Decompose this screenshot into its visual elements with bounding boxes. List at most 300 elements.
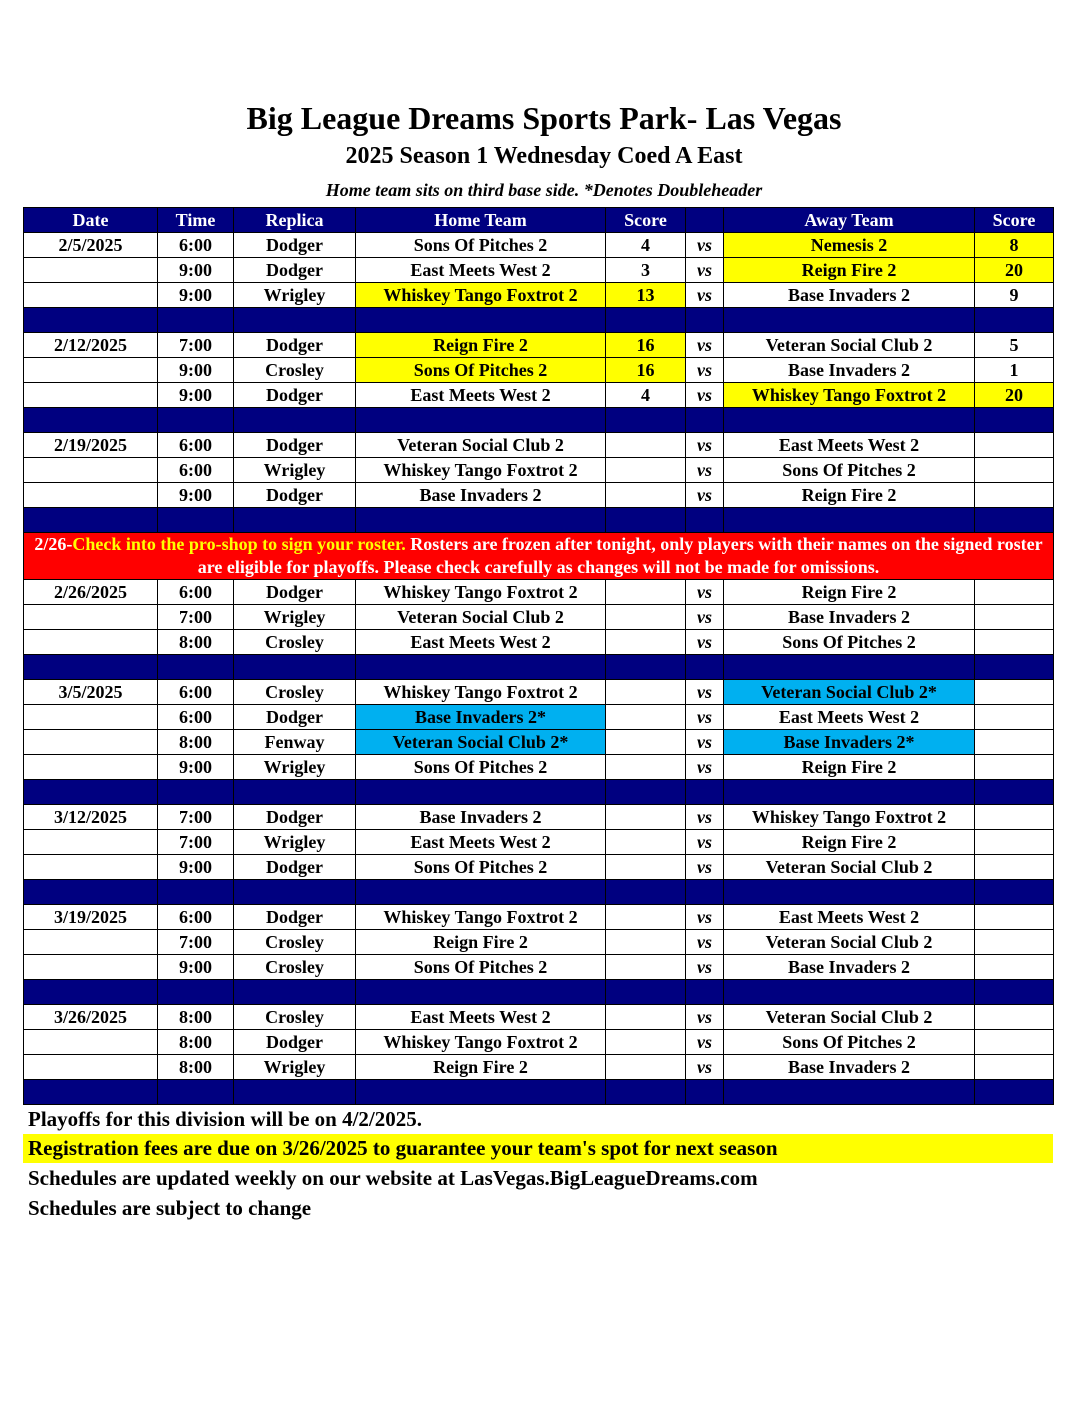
game-time: 9:00 bbox=[158, 955, 234, 980]
separator-cell bbox=[724, 980, 975, 1005]
home-score bbox=[606, 830, 686, 855]
game-time: 9:00 bbox=[158, 483, 234, 508]
home-team: Sons Of Pitches 2 bbox=[356, 855, 606, 880]
away-team: Reign Fire 2 bbox=[724, 258, 975, 283]
week-separator bbox=[24, 308, 1054, 333]
separator-cell bbox=[686, 1080, 724, 1105]
separator-cell bbox=[158, 655, 234, 680]
vs-label: vs bbox=[686, 730, 724, 755]
home-score bbox=[606, 705, 686, 730]
home-team: East Meets West 2 bbox=[356, 630, 606, 655]
home-score: 4 bbox=[606, 233, 686, 258]
home-score bbox=[606, 458, 686, 483]
separator-cell bbox=[234, 780, 356, 805]
table-row bbox=[24, 755, 1054, 780]
playoffs-note: Playoffs for this division will be on 4/2/2025. bbox=[28, 1107, 422, 1131]
away-team: Veteran Social Club 2* bbox=[724, 680, 975, 705]
game-date-empty bbox=[24, 258, 158, 283]
table-row bbox=[24, 1005, 1054, 1030]
separator-cell bbox=[686, 780, 724, 805]
home-team: Whiskey Tango Foxtrot 2 bbox=[356, 458, 606, 483]
game-date-empty bbox=[24, 605, 158, 630]
away-team: East Meets West 2 bbox=[724, 705, 975, 730]
website-note: Schedules are updated weekly on our website at LasVegas.BigLeagueDreams.com bbox=[28, 1166, 758, 1190]
away-score bbox=[975, 930, 1054, 955]
week-separator bbox=[24, 1080, 1054, 1105]
separator-cell bbox=[724, 780, 975, 805]
separator-cell bbox=[724, 508, 975, 533]
home-team: Sons Of Pitches 2 bbox=[356, 755, 606, 780]
home-team: Sons Of Pitches 2 bbox=[356, 955, 606, 980]
game-time: 9:00 bbox=[158, 358, 234, 383]
separator-cell bbox=[686, 308, 724, 333]
separator-cell bbox=[686, 655, 724, 680]
game-date: 2/26/2025 bbox=[24, 580, 158, 605]
game-field: Crosley bbox=[234, 1005, 356, 1030]
game-date: 3/26/2025 bbox=[24, 1005, 158, 1030]
home-score: 4 bbox=[606, 383, 686, 408]
separator-cell bbox=[158, 980, 234, 1005]
away-score bbox=[975, 483, 1054, 508]
game-date-empty bbox=[24, 830, 158, 855]
separator-cell bbox=[606, 408, 686, 433]
separator-cell bbox=[234, 655, 356, 680]
game-time: 9:00 bbox=[158, 383, 234, 408]
page-subtitle: 2025 Season 1 Wednesday Coed A East bbox=[345, 143, 743, 169]
game-field: Crosley bbox=[234, 680, 356, 705]
away-team: Base Invaders 2 bbox=[724, 605, 975, 630]
separator-cell bbox=[24, 780, 158, 805]
game-time: 6:00 bbox=[158, 433, 234, 458]
separator-cell bbox=[356, 308, 606, 333]
separator-cell bbox=[158, 508, 234, 533]
away-score: 20 bbox=[975, 258, 1054, 283]
home-score bbox=[606, 855, 686, 880]
away-score bbox=[975, 1055, 1054, 1080]
roster-notice-section bbox=[24, 533, 1054, 580]
home-score bbox=[606, 755, 686, 780]
separator-cell bbox=[686, 880, 724, 905]
table-row bbox=[24, 805, 1054, 830]
away-score: 8 bbox=[975, 233, 1054, 258]
home-score bbox=[606, 1055, 686, 1080]
away-team: Sons Of Pitches 2 bbox=[724, 458, 975, 483]
vs-label: vs bbox=[686, 383, 724, 408]
vs-label: vs bbox=[686, 630, 724, 655]
away-score bbox=[975, 955, 1054, 980]
away-team: Veteran Social Club 2 bbox=[724, 333, 975, 358]
separator-cell bbox=[975, 655, 1054, 680]
schedule-body-part-1 bbox=[24, 233, 1054, 533]
separator-cell bbox=[234, 308, 356, 333]
game-time: 9:00 bbox=[158, 755, 234, 780]
separator-cell bbox=[975, 980, 1054, 1005]
week-separator bbox=[24, 655, 1054, 680]
vs-label: vs bbox=[686, 955, 724, 980]
game-date-empty bbox=[24, 930, 158, 955]
away-team: Reign Fire 2 bbox=[724, 483, 975, 508]
separator-cell bbox=[724, 408, 975, 433]
away-score bbox=[975, 630, 1054, 655]
game-date-empty bbox=[24, 283, 158, 308]
home-team: Veteran Social Club 2* bbox=[356, 730, 606, 755]
table-row bbox=[24, 580, 1054, 605]
separator-cell bbox=[24, 308, 158, 333]
separator-cell bbox=[234, 508, 356, 533]
separator-cell bbox=[356, 780, 606, 805]
notice-prefix: 2/26- bbox=[34, 534, 73, 554]
game-date-empty bbox=[24, 630, 158, 655]
away-score bbox=[975, 1005, 1054, 1030]
separator-cell bbox=[606, 880, 686, 905]
col-header-home-score: Score bbox=[606, 208, 686, 233]
home-score bbox=[606, 433, 686, 458]
table-row bbox=[24, 830, 1054, 855]
game-time: 6:00 bbox=[158, 580, 234, 605]
col-header-away-score: Score bbox=[975, 208, 1054, 233]
game-field: Dodger bbox=[234, 705, 356, 730]
separator-cell bbox=[606, 980, 686, 1005]
separator-cell bbox=[606, 1080, 686, 1105]
separator-cell bbox=[158, 408, 234, 433]
home-score bbox=[606, 483, 686, 508]
away-team: Nemesis 2 bbox=[724, 233, 975, 258]
game-field: Dodger bbox=[234, 383, 356, 408]
home-score bbox=[606, 680, 686, 705]
home-team: Whiskey Tango Foxtrot 2 bbox=[356, 680, 606, 705]
game-time: 9:00 bbox=[158, 258, 234, 283]
home-team: East Meets West 2 bbox=[356, 383, 606, 408]
separator-cell bbox=[724, 308, 975, 333]
game-time: 7:00 bbox=[158, 333, 234, 358]
game-field: Wrigley bbox=[234, 755, 356, 780]
separator-cell bbox=[356, 880, 606, 905]
away-score: 1 bbox=[975, 358, 1054, 383]
table-row bbox=[24, 1030, 1054, 1055]
vs-label: vs bbox=[686, 333, 724, 358]
away-team: Base Invaders 2 bbox=[724, 955, 975, 980]
game-field: Crosley bbox=[234, 955, 356, 980]
separator-cell bbox=[975, 508, 1054, 533]
home-team: Reign Fire 2 bbox=[356, 930, 606, 955]
vs-label: vs bbox=[686, 930, 724, 955]
home-team: Whiskey Tango Foxtrot 2 bbox=[356, 905, 606, 930]
game-field: Fenway bbox=[234, 730, 356, 755]
separator-cell bbox=[24, 508, 158, 533]
notice-rest: Rosters are frozen after tonight, only players with their names on the signed roster are eligible for playoffs. Please check carefully as changes will not be made for omissions. bbox=[197, 534, 1043, 577]
home-score bbox=[606, 905, 686, 930]
separator-cell bbox=[606, 508, 686, 533]
home-score bbox=[606, 580, 686, 605]
away-team: Base Invaders 2* bbox=[724, 730, 975, 755]
game-date-empty bbox=[24, 1055, 158, 1080]
table-row bbox=[24, 730, 1054, 755]
separator-cell bbox=[724, 655, 975, 680]
home-score bbox=[606, 630, 686, 655]
game-field: Dodger bbox=[234, 483, 356, 508]
game-field: Dodger bbox=[234, 233, 356, 258]
game-date: 3/5/2025 bbox=[24, 680, 158, 705]
away-team: Sons Of Pitches 2 bbox=[724, 1030, 975, 1055]
away-score bbox=[975, 580, 1054, 605]
vs-label: vs bbox=[686, 1055, 724, 1080]
home-team: Veteran Social Club 2 bbox=[356, 605, 606, 630]
separator-cell bbox=[234, 408, 356, 433]
vs-label: vs bbox=[686, 1005, 724, 1030]
game-time: 8:00 bbox=[158, 730, 234, 755]
away-team: Veteran Social Club 2 bbox=[724, 855, 975, 880]
notice-highlight: Check into the pro-shop to sign your roster. bbox=[72, 534, 406, 554]
away-score: 5 bbox=[975, 333, 1054, 358]
home-score bbox=[606, 930, 686, 955]
away-score bbox=[975, 433, 1054, 458]
home-team: Whiskey Tango Foxtrot 2 bbox=[356, 580, 606, 605]
away-team: Whiskey Tango Foxtrot 2 bbox=[724, 805, 975, 830]
vs-label: vs bbox=[686, 283, 724, 308]
game-date-empty bbox=[24, 483, 158, 508]
separator-cell bbox=[686, 408, 724, 433]
table-row bbox=[24, 233, 1054, 258]
home-score bbox=[606, 605, 686, 630]
separator-cell bbox=[975, 880, 1054, 905]
table-row bbox=[24, 1055, 1054, 1080]
home-score: 3 bbox=[606, 258, 686, 283]
away-score bbox=[975, 730, 1054, 755]
away-team: Veteran Social Club 2 bbox=[724, 930, 975, 955]
home-team: Reign Fire 2 bbox=[356, 333, 606, 358]
roster-notice bbox=[24, 533, 1054, 580]
game-time: 8:00 bbox=[158, 630, 234, 655]
game-time: 8:00 bbox=[158, 1055, 234, 1080]
vs-label: vs bbox=[686, 830, 724, 855]
home-score: 16 bbox=[606, 358, 686, 383]
game-field: Dodger bbox=[234, 855, 356, 880]
game-time: 6:00 bbox=[158, 458, 234, 483]
separator-cell bbox=[24, 980, 158, 1005]
game-field: Wrigley bbox=[234, 830, 356, 855]
vs-label: vs bbox=[686, 358, 724, 383]
home-team: Base Invaders 2 bbox=[356, 805, 606, 830]
separator-cell bbox=[234, 880, 356, 905]
vs-label: vs bbox=[686, 855, 724, 880]
separator-cell bbox=[158, 780, 234, 805]
separator-cell bbox=[158, 1080, 234, 1105]
home-team: Whiskey Tango Foxtrot 2 bbox=[356, 283, 606, 308]
away-team: Reign Fire 2 bbox=[724, 830, 975, 855]
col-header-home-team: Home Team bbox=[356, 208, 606, 233]
table-row bbox=[24, 283, 1054, 308]
vs-label: vs bbox=[686, 1030, 724, 1055]
away-team: Base Invaders 2 bbox=[724, 358, 975, 383]
col-header-away-team: Away Team bbox=[724, 208, 975, 233]
home-team: Reign Fire 2 bbox=[356, 1055, 606, 1080]
schedule-table bbox=[23, 207, 1054, 1105]
home-team: Base Invaders 2 bbox=[356, 483, 606, 508]
table-row bbox=[24, 483, 1054, 508]
game-field: Crosley bbox=[234, 930, 356, 955]
game-field: Crosley bbox=[234, 358, 356, 383]
game-time: 6:00 bbox=[158, 680, 234, 705]
away-team: East Meets West 2 bbox=[724, 905, 975, 930]
game-field: Dodger bbox=[234, 433, 356, 458]
away-score bbox=[975, 805, 1054, 830]
away-team: Base Invaders 2 bbox=[724, 283, 975, 308]
table-row bbox=[24, 383, 1054, 408]
vs-label: vs bbox=[686, 805, 724, 830]
game-date-empty bbox=[24, 458, 158, 483]
game-field: Wrigley bbox=[234, 1055, 356, 1080]
vs-label: vs bbox=[686, 233, 724, 258]
table-header-row bbox=[24, 208, 1054, 233]
game-date-empty bbox=[24, 955, 158, 980]
game-time: 7:00 bbox=[158, 605, 234, 630]
home-team: East Meets West 2 bbox=[356, 830, 606, 855]
page-title: Big League Dreams Sports Park- Las Vegas bbox=[246, 100, 842, 136]
away-score bbox=[975, 1030, 1054, 1055]
game-time: 6:00 bbox=[158, 905, 234, 930]
home-team: Whiskey Tango Foxtrot 2 bbox=[356, 1030, 606, 1055]
game-field: Wrigley bbox=[234, 458, 356, 483]
table-row bbox=[24, 433, 1054, 458]
game-field: Dodger bbox=[234, 580, 356, 605]
col-header-replica: Replica bbox=[234, 208, 356, 233]
separator-cell bbox=[24, 880, 158, 905]
week-separator bbox=[24, 880, 1054, 905]
col-header-date: Date bbox=[24, 208, 158, 233]
separator-cell bbox=[606, 308, 686, 333]
separator-cell bbox=[24, 408, 158, 433]
away-score bbox=[975, 605, 1054, 630]
home-score: 16 bbox=[606, 333, 686, 358]
vs-label: vs bbox=[686, 580, 724, 605]
table-row bbox=[24, 605, 1054, 630]
separator-cell bbox=[606, 655, 686, 680]
game-date-empty bbox=[24, 1030, 158, 1055]
home-team: East Meets West 2 bbox=[356, 258, 606, 283]
registration-note: Registration fees are due on 3/26/2025 to guarantee your team's spot for next season bbox=[23, 1134, 1053, 1163]
home-score bbox=[606, 805, 686, 830]
game-field: Wrigley bbox=[234, 605, 356, 630]
separator-cell bbox=[606, 780, 686, 805]
away-team: Base Invaders 2 bbox=[724, 1055, 975, 1080]
table-row bbox=[24, 630, 1054, 655]
separator-cell bbox=[975, 780, 1054, 805]
vs-label: vs bbox=[686, 905, 724, 930]
game-date-empty bbox=[24, 383, 158, 408]
separator-cell bbox=[356, 508, 606, 533]
separator-cell bbox=[356, 980, 606, 1005]
separator-cell bbox=[686, 508, 724, 533]
home-team: Veteran Social Club 2 bbox=[356, 433, 606, 458]
week-separator bbox=[24, 508, 1054, 533]
away-score: 20 bbox=[975, 383, 1054, 408]
separator-cell bbox=[975, 308, 1054, 333]
game-field: Dodger bbox=[234, 905, 356, 930]
home-score bbox=[606, 1005, 686, 1030]
home-score bbox=[606, 730, 686, 755]
game-field: Dodger bbox=[234, 258, 356, 283]
game-date: 3/19/2025 bbox=[24, 905, 158, 930]
vs-label: vs bbox=[686, 755, 724, 780]
home-score bbox=[606, 1030, 686, 1055]
game-date: 2/19/2025 bbox=[24, 433, 158, 458]
week-separator bbox=[24, 980, 1054, 1005]
away-score: 9 bbox=[975, 283, 1054, 308]
game-time: 7:00 bbox=[158, 805, 234, 830]
game-time: 8:00 bbox=[158, 1005, 234, 1030]
vs-label: vs bbox=[686, 258, 724, 283]
separator-cell bbox=[158, 308, 234, 333]
col-header-time: Time bbox=[158, 208, 234, 233]
vs-label: vs bbox=[686, 605, 724, 630]
home-team: Sons Of Pitches 2 bbox=[356, 233, 606, 258]
table-row bbox=[24, 333, 1054, 358]
table-row bbox=[24, 358, 1054, 383]
separator-cell bbox=[24, 1080, 158, 1105]
table-row bbox=[24, 258, 1054, 283]
home-team: Base Invaders 2* bbox=[356, 705, 606, 730]
game-field: Dodger bbox=[234, 1030, 356, 1055]
table-row bbox=[24, 955, 1054, 980]
home-score: 13 bbox=[606, 283, 686, 308]
game-field: Dodger bbox=[234, 333, 356, 358]
away-team: Reign Fire 2 bbox=[724, 755, 975, 780]
vs-label: vs bbox=[686, 458, 724, 483]
game-date-empty bbox=[24, 755, 158, 780]
game-time: 9:00 bbox=[158, 283, 234, 308]
away-team: Sons Of Pitches 2 bbox=[724, 630, 975, 655]
separator-cell bbox=[356, 408, 606, 433]
table-row bbox=[24, 680, 1054, 705]
separator-cell bbox=[975, 408, 1054, 433]
home-team: Sons Of Pitches 2 bbox=[356, 358, 606, 383]
separator-cell bbox=[234, 1080, 356, 1105]
table-row bbox=[24, 855, 1054, 880]
game-date: 3/12/2025 bbox=[24, 805, 158, 830]
away-score bbox=[975, 830, 1054, 855]
table-row bbox=[24, 458, 1054, 483]
away-score bbox=[975, 705, 1054, 730]
vs-label: vs bbox=[686, 433, 724, 458]
game-field: Crosley bbox=[234, 630, 356, 655]
separator-cell bbox=[356, 1080, 606, 1105]
separator-cell bbox=[234, 980, 356, 1005]
away-team: Whiskey Tango Foxtrot 2 bbox=[724, 383, 975, 408]
game-date-empty bbox=[24, 358, 158, 383]
separator-cell bbox=[686, 980, 724, 1005]
separator-cell bbox=[724, 880, 975, 905]
home-team-note: Home team sits on third base side. *Denotes Doubleheader bbox=[325, 180, 763, 200]
table-row bbox=[24, 905, 1054, 930]
game-date-empty bbox=[24, 705, 158, 730]
away-score bbox=[975, 905, 1054, 930]
week-separator bbox=[24, 408, 1054, 433]
separator-cell bbox=[24, 655, 158, 680]
roster-notice-row bbox=[24, 533, 1054, 580]
game-time: 7:00 bbox=[158, 930, 234, 955]
separator-cell bbox=[724, 1080, 975, 1105]
away-score bbox=[975, 855, 1054, 880]
separator-cell bbox=[158, 880, 234, 905]
home-team: East Meets West 2 bbox=[356, 1005, 606, 1030]
table-row bbox=[24, 930, 1054, 955]
separator-cell bbox=[975, 1080, 1054, 1105]
col-header-vs bbox=[686, 208, 724, 233]
schedule-body-part-2 bbox=[24, 580, 1054, 1105]
week-separator bbox=[24, 780, 1054, 805]
change-note: Schedules are subject to change bbox=[28, 1196, 312, 1220]
game-time: 8:00 bbox=[158, 1030, 234, 1055]
